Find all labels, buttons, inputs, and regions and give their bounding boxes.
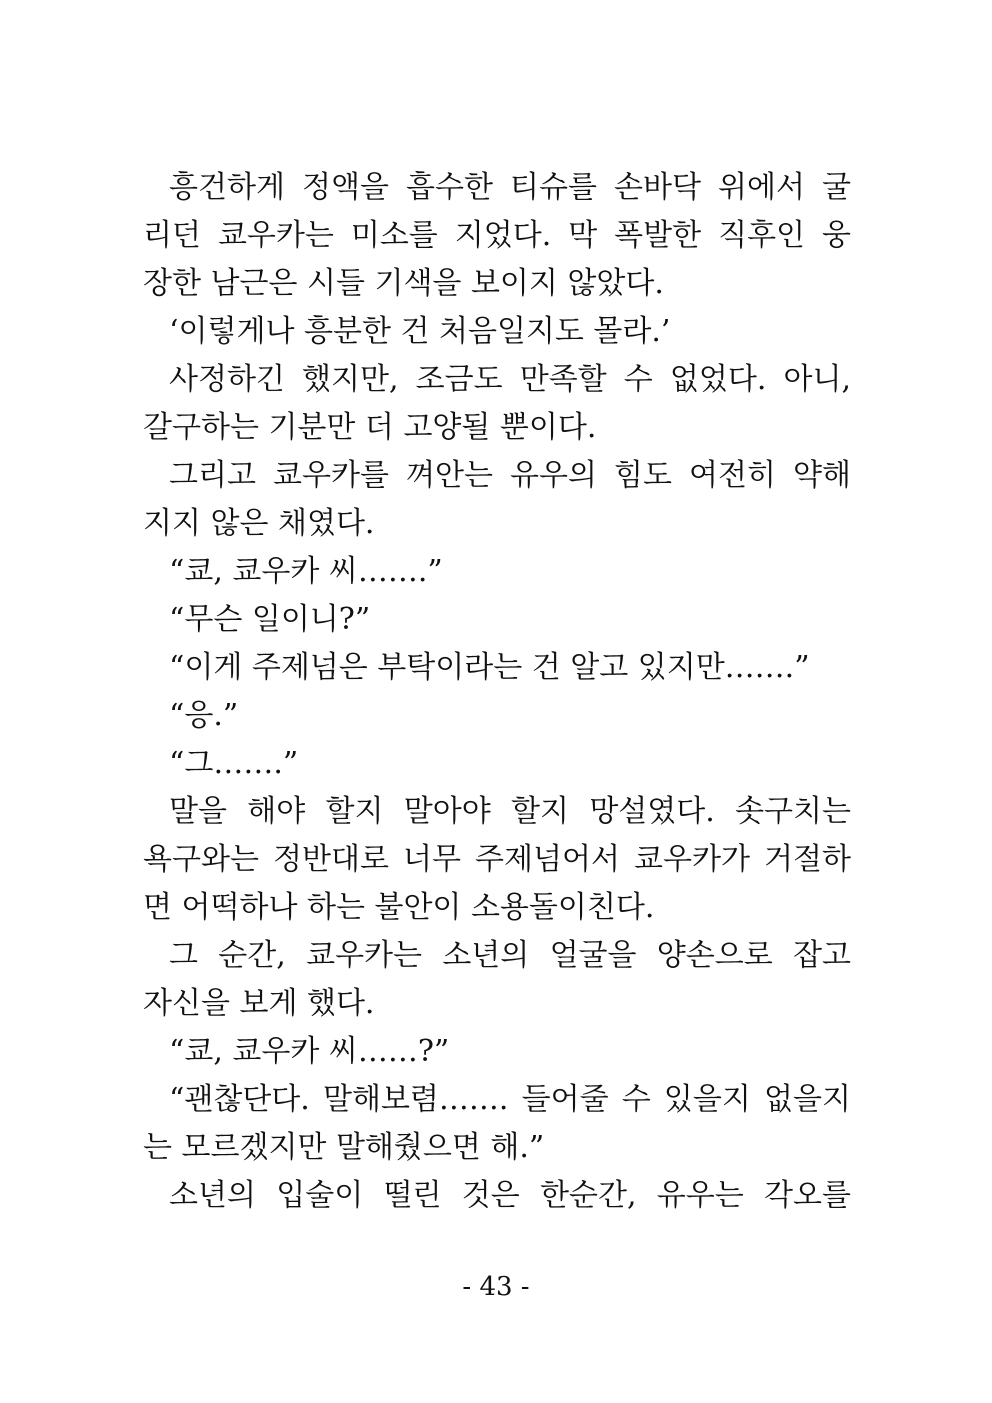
text-line: “쿄, 쿄우카 씨……?” (169, 1034, 450, 1069)
text-line: “응.” (169, 698, 239, 733)
text-line: 리던 쿄우카는 미소를 지었다. 막 폭발한 직후인 웅 (143, 218, 851, 253)
text-line: 면 어떡하나 하는 불안이 소용돌이친다. (143, 890, 655, 925)
text-line: 흥건하게 정액을 흡수한 티슈를 손바닥 위에서 굴 (169, 170, 851, 205)
page-number: - 43 - (462, 1272, 530, 1302)
text-line: 그리고 쿄우카를 껴안는 유우의 힘도 여전히 약해 (169, 458, 851, 493)
text-line: ‘이렇게나 흥분한 건 처음일지도 몰라.’ (169, 314, 671, 349)
text-line: 지지 않은 채였다. (143, 506, 375, 541)
text-line: “이게 주제넘은 부탁이라는 건 알고 있지만…….” (169, 650, 810, 685)
text-line: “쿄, 쿄우카 씨…….” (169, 554, 443, 589)
text-line: 자신을 보게 했다. (143, 986, 375, 1021)
text-line: “무슨 일이니?” (169, 602, 371, 637)
text-line: 그 순간, 쿄우카는 소년의 얼굴을 양손으로 잡고 (169, 938, 851, 973)
text-line: 장한 남근은 시들 기색을 보이지 않았다. (143, 266, 664, 301)
text-line: 말을 해야 할지 말아야 할지 망설였다. 솟구치는 (169, 794, 851, 829)
text-line: 사정하긴 했지만, 조금도 만족할 수 없었다. 아니, (169, 362, 851, 397)
text-line: “괜찮단다. 말해보렴……. 들어줄 수 있을지 없을지 (169, 1082, 851, 1117)
text-line: 갈구하는 기분만 더 고양될 뿐이다. (143, 410, 597, 445)
text-line: 는 모르겠지만 말해줬으면 해.” (143, 1130, 545, 1165)
text-line: 욕구와는 정반대로 너무 주제넘어서 쿄우카가 거절하 (143, 842, 851, 877)
text-line: “그…….” (169, 746, 299, 781)
body-text (143, 164, 851, 1220)
text-line: 소년의 입술이 떨린 것은 한순간, 유우는 각오를 (169, 1178, 851, 1213)
